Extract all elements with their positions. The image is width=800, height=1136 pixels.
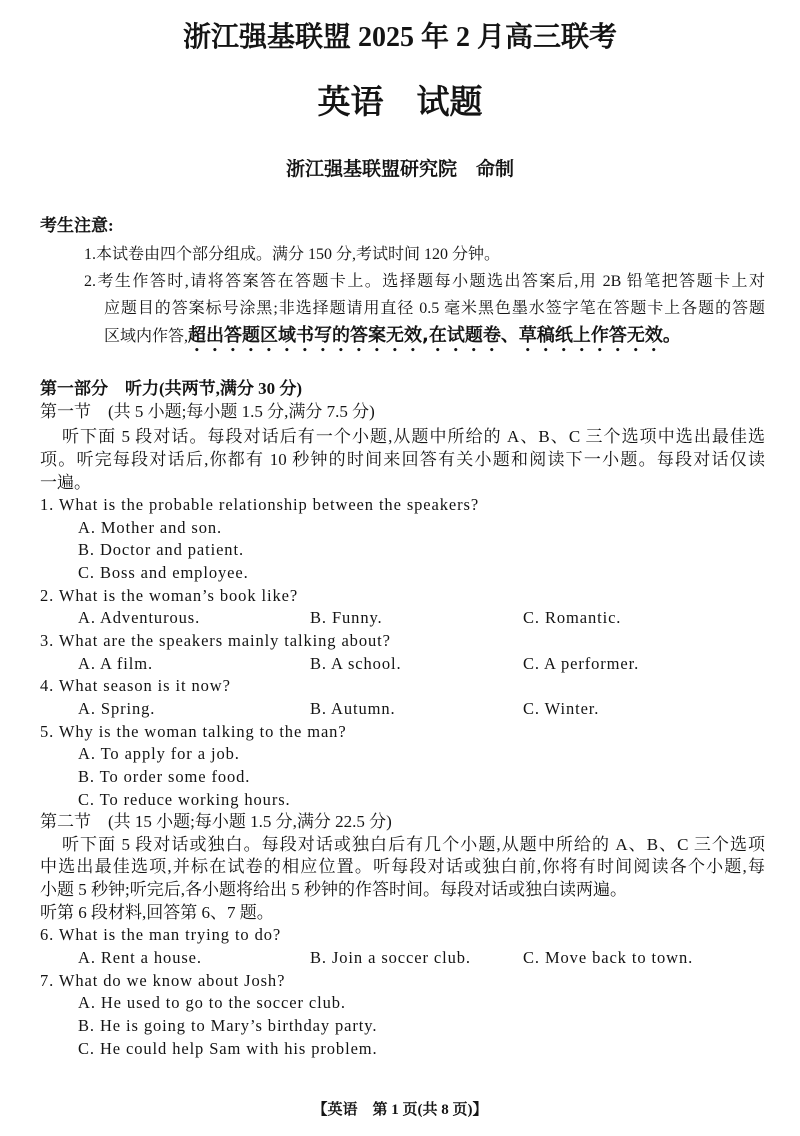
option-c: C. A performer. — [523, 653, 640, 673]
question-stem: 6. What is the man trying to do? — [40, 925, 282, 945]
option-a: A. Mother and son. — [78, 517, 223, 537]
option-a: A. Adventurous. — [78, 608, 201, 628]
directions-line: 听下面 5 段对话或独白。每段对话或独白后有几个小题,从题中所给的 A、B、C 三个选项 — [62, 834, 765, 854]
options-row — [40, 698, 765, 721]
subject-title: 英语 试题 — [317, 85, 483, 121]
option-c: C. Boss and employee. — [78, 563, 249, 583]
notice-item-2-line: 2.考生作答时,请将答案答在答题卡上。选择题每小题选出答案后,用 2B 铅笔把答题卡上对 — [84, 273, 765, 290]
option-b: B. Join a soccer club. — [310, 948, 471, 968]
notice-item-2-line — [104, 322, 681, 356]
directions-line: 项。听完每段对话后,你都有 10 秒钟的时间来回答有关小题和阅读下一小题。每段对话仅读 — [40, 449, 765, 469]
option-a: A. He used to go to the soccer club. — [78, 993, 346, 1013]
question-stem: 5. Why is the woman talking to the man? — [40, 721, 347, 741]
notice-item-2-line: 应题目的答案标号涂黑;非选择题请用直径 0.5 毫米黑色墨水签字笔在答题卡上各题的答题 — [104, 300, 765, 317]
directions-line: 中选出最佳选项,并标在试卷的相应位置。听每段对话或独白前,你将有时间阅读各个小题,每 — [40, 857, 765, 877]
option-b: B. A school. — [310, 653, 402, 673]
part1-heading: 第一部分 听力(共两节,满分 30 分) — [40, 379, 303, 398]
material-note: 听第 6 段材料,回答第 6、7 题。 — [40, 902, 274, 922]
question-stem: 7. What do we know about Josh? — [40, 970, 286, 990]
question-stem: 3. What are the speakers mainly talking about? — [40, 631, 391, 651]
notice-item-2-text: 区域内作答, — [104, 328, 189, 345]
option-b: B. Funny. — [310, 608, 383, 628]
option-a: A. To apply for a job. — [78, 744, 240, 764]
option-b: B. He is going to Mary’s birthday party. — [78, 1015, 378, 1035]
question-stem: 4. What season is it now? — [40, 676, 231, 696]
options-row — [40, 653, 765, 676]
author-line: 浙江强基联盟研究院 命制 — [285, 159, 514, 180]
option-c: C. He could help Sam with his problem. — [78, 1038, 378, 1058]
directions-line: 一遍。 — [40, 472, 91, 492]
notice-item-1: 1.本试卷由四个部分组成。满分 150 分,考试时间 120 分钟。 — [84, 246, 501, 263]
section1-heading: 第一节 (共 5 小题;每小题 1.5 分,满分 7.5 分) — [40, 401, 375, 421]
options-row — [40, 607, 765, 630]
question-stem: 1. What is the probable relationship between the speakers? — [40, 495, 480, 515]
notice-emphasis-text: 超出答题区域书写的答案无效,在试题卷、草稿纸上作答无效。 — [188, 325, 681, 346]
options-row — [40, 947, 765, 970]
notice-heading: 考生注意: — [40, 216, 114, 235]
option-c: C. Winter. — [523, 698, 600, 718]
section2-heading: 第二节 (共 15 小题;每小题 1.5 分,满分 22.5 分) — [40, 812, 392, 832]
directions-line: 小题 5 秒钟;听完后,各小题将给出 5 秒钟的作答时间。每段对话或独白读两遍。 — [40, 880, 627, 900]
option-a: A. Rent a house. — [78, 948, 202, 968]
directions-line: 听下面 5 段对话。每段对话后有一个小题,从题中所给的 A、B、C 三个选项中选出最佳选 — [62, 427, 765, 447]
option-b: B. Doctor and patient. — [78, 540, 244, 560]
option-c: C. Romantic. — [523, 608, 622, 628]
option-b: B. To order some food. — [78, 766, 251, 786]
option-c: C. To reduce working hours. — [78, 789, 291, 809]
option-b: B. Autumn. — [310, 698, 396, 718]
option-a: A. Spring. — [78, 698, 156, 718]
part1-listening — [40, 378, 765, 1060]
exam-title: 浙江强基联盟 2025 年 2 月高三联考 — [182, 22, 617, 53]
page-footer: 【英语 第 1 页(共 8 页)】 — [312, 1102, 488, 1118]
option-c: C. Move back to town. — [523, 948, 694, 968]
option-a: A. A film. — [78, 653, 154, 673]
question-stem: 2. What is the woman’s book like? — [40, 585, 299, 605]
